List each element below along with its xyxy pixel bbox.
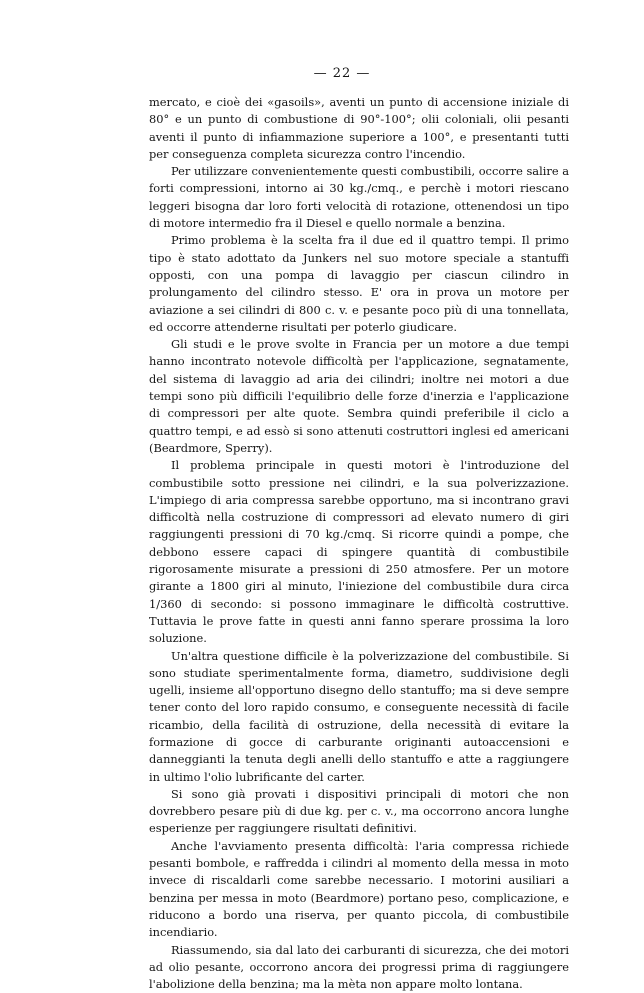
paragraph: Si sono già provati i dispositivi principali di motori che non dovrebbero pesare più di due kg. per c. v., ma occorrono ancora lunghe esperienze per raggiungere risultati definitivi.: [149, 786, 569, 836]
paragraph: Per utilizzare convenientemente questi combustibili, occorre salire a forti compressioni, intorno ai 30 kg./cmq., e perchè i motori riescano leggeri bisogna dar loro forti velocità di rotazione, ottenendosi un tipo di motore intermedio fra il Diesel e quello normale a benzina.: [149, 164, 569, 231]
paragraph: Un'altra questione difficile è la polverizzazione del combustibile. Si sono studiate sperimentalmente forma, diametro, suddivisione degli ugelli, insieme all'opportuno disegno dello stantuffo; ma si deve sempre tener conto del loro rapido consumo, e conseguente necessità di facile ricambio, della facilità di ostruzione, della necessità di evitare la formazione di gocce di carburante originanti autoaccensioni e danneggianti la tenuta degli anelli dello stantuffo e atte a raggiungere in ultimo l'olio lubrificante del carter.: [149, 648, 569, 784]
paragraph: Il problema principale in questi motori è l'introduzione del combustibile sotto pressione nei cilindri, e la sua polverizzazione. L'impiego di aria compressa sarebbe opportuno, ma si incontrano gravi difficoltà nella costruzione di compressori ad elevato numero di giri raggiungenti pressioni di 70 kg./cmq. Si ricorre quindi a pompe, che debbono essere capaci di spingere quantità di combustibile rigorosamente misurate a pressioni di 250 atmosfere. Per un motore girante a 1800 giri al minuto, l'iniezione del combustibile dura circa 1/360 di secondo: si possono immaginare le difficoltà costruttive. Tuttavia le prove fatte in questi anni fanno sperare prossima la loro soluzione.: [149, 458, 569, 646]
page-number: — 22 —: [313, 66, 371, 81]
paragraph: mercato, e cioè dei «gasoils», aventi un punto di accensione iniziale di 80° e un punto di combustione di 90°-100°; olii coloniali, olii pesanti aventi il punto di infiammazione superiore a 100°, e presentanti tutti per conseguenza completa sicurezza contro l'incendio.: [149, 95, 569, 161]
body-text: [149, 94, 569, 993]
paragraph: Primo problema è la scelta fra il due ed il quattro tempi. Il primo tipo è stato adottato da Junkers nel suo motore speciale a stantuffi opposti, con una pompa di lavaggio per ciascun cilindro in prolungamento del cilindro stesso. E' ora in prova un motore per aviazione a sei cilindri di 800 c. v. e pesante poco più di una tonnellata, ed occorre attenderne risultati per poterlo giudicare.: [149, 233, 569, 334]
paragraph: Anche l'avviamento presenta difficoltà: l'aria compressa richiede pesanti bombole, e raffredda i cilindri al momento della messa in moto invece di riscaldarli come sarebbe necessario. I motorini ausiliari a benzina per messa in moto (Beardmore) portano peso, complicazione, e riducono a bordo una riserva, per quanto piccola, di combustibile incendiario.: [149, 838, 569, 940]
paragraph: Riassumendo, sia dal lato dei carburanti di sicurezza, che dei motori ad olio pesante, occorrono ancora dei progressi prima di raggiungere l'abolizione della benzina; ma la mèta non appare molto lontana.: [149, 942, 569, 992]
paragraph: Gli studi e le prove svolte in Francia per un motore a due tempi hanno incontrato notevole difficoltà per l'applicazione, segnatamente, del sistema di lavaggio ad aria dei cilindri; inoltre nei motori a due tempi sono più difficili l'equilibrio delle forze d'inerzia e l'applicazione di compressori per alte quote. Sembra quindi preferibile il ciclo a quattro tempi, e ad essò si sono attenuti costruttori inglesi ed americani (Beardmore, Sperry).: [149, 337, 569, 455]
